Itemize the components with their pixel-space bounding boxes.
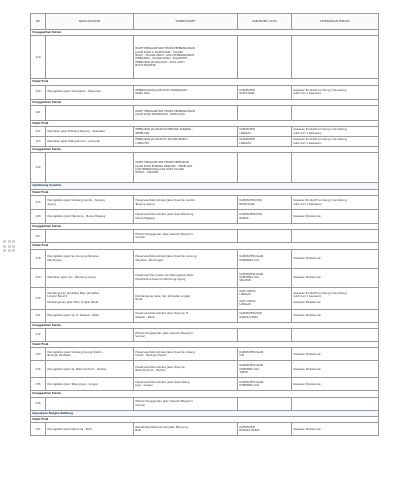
activity-name-cell xyxy=(46,378,134,391)
cell-line: KOTA LUBUK xyxy=(239,289,256,293)
activity-name-cell xyxy=(46,105,134,120)
package-source-cell xyxy=(134,268,238,287)
activity-name-cell xyxy=(46,268,134,287)
activity-name-cell xyxy=(46,287,134,309)
package-source-cell xyxy=(134,249,238,268)
cell-line: DAN PERBAIKAN JALAN RUAS TALANG xyxy=(135,167,185,171)
cell-line: lebih dari 1 Kawasan) xyxy=(293,131,322,135)
row-number: 125 xyxy=(31,196,46,210)
activity-name-cell xyxy=(46,423,134,436)
cell-line: KOMERING ULU xyxy=(239,276,260,280)
cell-line: Dalam - Baringin Dalam xyxy=(135,354,167,358)
table-row xyxy=(31,153,379,183)
cell-line: KOMERING ULU xyxy=(239,367,260,371)
row-number: 137 xyxy=(31,423,46,436)
group-label: Kepulauan Bangka Belitung xyxy=(31,410,379,416)
cell-line: Kawasan Produktif Lumbung (menduking xyxy=(293,199,347,203)
cell-line: Kawasan Perkebunan xyxy=(293,382,322,386)
cell-line: Preservasi Rekonstruksi Jalan Ruas Sp. N. xyxy=(135,312,189,316)
cell-line: Kawasan Perkebunan xyxy=(293,352,322,356)
cell-line: Preservasi Rekonstruksi Jalan Ruas Sp. Kisang xyxy=(135,350,195,354)
cell-line: LUNSUYEH xyxy=(135,141,150,145)
thematic-note-cell xyxy=(292,196,379,210)
activity-name-cell xyxy=(46,328,134,341)
activity-name-cell xyxy=(46,196,134,210)
cell-line: ILIR xyxy=(239,354,245,358)
row-number: 136 xyxy=(31,397,46,410)
table-header-row xyxy=(31,14,379,30)
cell-line: Mandingan xyxy=(47,258,62,262)
district-cell xyxy=(238,210,292,224)
table-row xyxy=(31,328,379,341)
table-row xyxy=(31,105,379,120)
thematic-note-cell xyxy=(292,249,379,268)
cell-line: KABUPATEN OGAN xyxy=(239,380,264,384)
row-number: 119 xyxy=(31,36,46,79)
package-source-cell xyxy=(134,378,238,391)
cell-line: KABUPATEN xyxy=(239,88,255,92)
row-number: 129 xyxy=(31,268,46,287)
table-row xyxy=(31,137,379,147)
table-row xyxy=(31,196,379,210)
thematic-note-cell xyxy=(292,137,379,147)
row-number: 126 xyxy=(31,210,46,224)
cell-line: LINGGAU xyxy=(239,293,252,297)
group-label: Paket Fisik xyxy=(31,416,379,422)
cell-line: Baringin Pendawa xyxy=(47,354,71,358)
cell-line: Pembangunan Jalan dan Jembatan Lingkar xyxy=(135,294,191,298)
cell-line: Kawasan Perkebunan xyxy=(293,214,322,218)
group-label: Paket Fisik xyxy=(31,120,379,126)
cell-line: SELATAN xyxy=(239,279,251,283)
cell-line: Sumsel xyxy=(135,334,145,338)
cell-line: Peningkatan Jalan Sp. N. Ketapal - Pikah xyxy=(47,314,100,318)
group-label: Penggantian Teknis xyxy=(31,391,379,397)
cell-line: Preservasi Rekonstruksi Jalan Ruas Sp. xyxy=(135,365,186,369)
cell-line: BARU - TALANG ARAH - JAYA (PEMBANGUNAN xyxy=(135,54,195,57)
group-label: Penggantian Teknis xyxy=(31,224,379,230)
cell-line: Perbaikan Jalan Ulu - Bandung Agung xyxy=(47,276,96,280)
activity-name-cell xyxy=(46,137,134,147)
cell-line: PERBAIKAN JALAN RUAS TALANG BUNUT - xyxy=(135,138,190,142)
activity-name-cell xyxy=(46,361,134,378)
cell-line: BANGKA BARAT xyxy=(239,429,260,433)
cell-line: Peningkatan Jalan Mandung - Muara Megang xyxy=(47,214,106,218)
cell-line: RAWA SARI xyxy=(135,92,150,96)
district-cell xyxy=(238,137,292,147)
table-row xyxy=(31,85,379,99)
district-cell xyxy=(238,249,292,268)
row-number: 127 xyxy=(31,230,46,243)
cell-line: Lingkar Barat 2 xyxy=(47,294,68,298)
thematic-note-cell xyxy=(292,153,379,183)
table-row xyxy=(31,423,379,436)
cell-line: Kawasan Produktif Lumbung (menduking xyxy=(293,88,347,92)
cell-line: Peningkatan Jalan Mancung - Belit xyxy=(47,427,92,431)
row-number: 122 xyxy=(31,127,46,137)
cell-line: Kawasan Perkebunan xyxy=(293,257,322,261)
cell-line: RAWAS xyxy=(239,216,249,220)
district-cell xyxy=(238,196,292,210)
cell-line: Kawasan Perkebunan xyxy=(293,301,322,305)
cell-line: KABUPATEN xyxy=(239,138,255,142)
cell-line: BANYUASIN xyxy=(239,92,255,96)
cell-line: Sumsel xyxy=(135,403,145,407)
thematic-note-cell xyxy=(292,361,379,378)
cell-line: KOMERING ILIR xyxy=(239,384,259,388)
district-cell xyxy=(238,328,292,341)
cell-line: PAKET PENGGANTIAN TEKNIS PEMBANGUNAN xyxy=(135,109,195,113)
cell-line: LINGGAU xyxy=(239,303,252,307)
table-row xyxy=(31,249,379,268)
district-cell xyxy=(238,85,292,99)
cell-line: Kawasan Produktif Lumbung (menduking xyxy=(293,291,347,295)
cell-line: PENINGKATAN JALAN RUAS SIMANGKAN - xyxy=(135,88,189,92)
cell-line: JALAN RUAS S. BANYUASIN - TALANG xyxy=(135,50,184,54)
table-row xyxy=(31,268,379,287)
cell-line: KABUPATEN OGAN xyxy=(239,272,264,276)
header-package-source: SUMBER PAKET xyxy=(134,14,238,30)
cell-line: Sumsel xyxy=(135,236,145,240)
district-cell xyxy=(238,348,292,361)
thematic-note-cell xyxy=(292,210,379,224)
row-number: 120 xyxy=(31,85,46,99)
cell-line: Pembangunan Jembatan Baru Jembatan xyxy=(47,291,100,295)
cell-line: BUNUT - LINGSEH xyxy=(135,171,159,175)
table-row xyxy=(31,230,379,243)
row-number: 134 xyxy=(31,361,46,378)
header-activity-name: NAMA KEGIATAN xyxy=(46,14,134,30)
cell-line: Barat xyxy=(135,298,143,302)
cell-line: PERBAIKAN JALAN RUAS EMBANG PANJANG - xyxy=(135,128,193,132)
cell-line: PDS-02 Penggantian Jalan Daerah Wilayah II xyxy=(135,331,193,335)
cell-line: Peningkatan Jalan Simpang Kisang Dalam - xyxy=(47,350,104,354)
district-cell xyxy=(238,423,292,436)
cell-line: lebih dari 1 Kawasan) xyxy=(293,294,322,298)
district-cell xyxy=(238,230,292,243)
cell-line: Preservasi Rekonstruksi Jalan Ruas Sp. Gumbi - xyxy=(135,199,197,203)
table-row xyxy=(31,36,379,79)
thematic-note-cell xyxy=(292,378,379,391)
group-label: Penggantian Teknis xyxy=(31,30,379,36)
district-cell xyxy=(238,36,292,79)
cell-line: PAKET PENGGANTIAN TEKNIS PERBAIKAN xyxy=(135,161,189,165)
grid-handle-icon[interactable] xyxy=(3,240,15,252)
cell-line: KABUPATEN OGAN xyxy=(239,364,264,368)
package-source-cell xyxy=(134,328,238,341)
cell-line: Dipertamina Ruas Ulu Bandung Agung xyxy=(135,277,186,281)
thematic-note-cell xyxy=(292,85,379,99)
cell-line: Perbaikan Jalan Talang Bunut - Lunsuyeh xyxy=(47,140,101,144)
table-row xyxy=(31,210,379,224)
cell-line: Preservasi Rekonstruksi Jalan Ruas Talang xyxy=(135,380,190,384)
cell-line: JEMBATAN) - TALANG BARU - MAJAPAHIT - xyxy=(135,57,189,61)
activity-name-cell xyxy=(46,210,134,224)
cell-line: KABUPATEN MUSI xyxy=(239,213,263,217)
row-number: 124 xyxy=(31,153,46,183)
table-row xyxy=(31,127,379,137)
thematic-note-cell xyxy=(292,36,379,79)
cell-line: Kawasan Perkebunan xyxy=(293,314,322,318)
table-row xyxy=(31,378,379,391)
cell-line: JALAN RUAS EMBANG PANJANG - SEMELAKO xyxy=(135,164,193,168)
cell-line: PERBAIKAN JALAN JALUR - SUKA ASIH / xyxy=(135,60,186,64)
row-number: 130 xyxy=(31,287,46,309)
thematic-note-cell xyxy=(292,423,379,436)
package-source-cell xyxy=(134,423,238,436)
group-label: Penggantian Teknis xyxy=(31,99,379,105)
district-cell xyxy=(238,127,292,137)
package-source-cell xyxy=(134,210,238,224)
cell-line: Peningkatan Jalan Simangkan - Rawa Sari xyxy=(47,90,102,94)
cell-line: KABUPATEN xyxy=(239,128,255,132)
thematic-note-cell xyxy=(292,230,379,243)
district-cell xyxy=(238,268,292,287)
cell-line: Meraksa - Mandingan xyxy=(135,258,164,262)
thematic-note-cell xyxy=(292,268,379,287)
row-number: 128 xyxy=(31,249,46,268)
header-district: KABUPATEN / KOTA xyxy=(238,14,292,30)
package-source-cell xyxy=(134,361,238,378)
row-number: 131 xyxy=(31,309,46,322)
cell-line: Pembangunan Jalan Baru Lingkar Barat xyxy=(47,301,99,305)
cell-line: Preservasi Rekonstruksi Jalan Ruas Sp. Gunung xyxy=(135,255,197,259)
thematic-note-cell xyxy=(292,127,379,137)
district-cell xyxy=(238,309,292,322)
thematic-note-cell xyxy=(292,328,379,341)
cell-line: PDS-02 Penggantian Jalan Daerah Wilayah II xyxy=(135,400,193,404)
table-row xyxy=(31,287,379,309)
cell-line: KABUPATEN OGAN xyxy=(239,350,264,354)
cell-line: Peningkatan Jalan Talang Jaya - Cengal xyxy=(47,382,98,386)
package-source-cell xyxy=(134,348,238,361)
cell-line: Perbaikan Jalan Embang Panjang - Semelako xyxy=(47,130,106,134)
group-label: Penggantian Teknis xyxy=(31,147,379,153)
cell-line: lebih dari 1 Kawasan) xyxy=(293,202,322,206)
cell-line: Peningkatan Jalan Simpang Gumbi - Tanjung xyxy=(47,199,105,203)
cell-line: Kawasan Perkebunan xyxy=(293,276,322,280)
group-label: Penggantian Teknis xyxy=(31,322,379,328)
cell-line: Tanjung Agung xyxy=(135,202,155,206)
group-label: Optimizing Solution xyxy=(31,183,379,189)
cell-line: Belit xyxy=(135,429,142,433)
cell-line: KOMERING ULU xyxy=(239,258,260,262)
cell-line: Kawasan Produktif Lumbung (menduking xyxy=(293,128,347,132)
cell-line: LINGGAU xyxy=(239,141,252,145)
group-label: Paket Fisik xyxy=(31,243,379,249)
cell-line: SEMELAKO xyxy=(135,131,150,135)
table-row xyxy=(31,361,379,378)
activity-name-cell xyxy=(46,230,134,243)
cell-line: KABUPATEN MUSI xyxy=(239,199,263,203)
package-source-cell xyxy=(134,127,238,137)
cell-line: Agung xyxy=(47,202,56,206)
row-number: 123 xyxy=(31,137,46,147)
package-source-cell xyxy=(134,105,238,120)
package-source-cell xyxy=(134,230,238,243)
activity-name-cell xyxy=(46,249,134,268)
cell-line: Ketapal - Pikah xyxy=(135,315,155,319)
cell-line: JALAN RUAS SIMANGKAN - RAWA SARI xyxy=(135,112,185,116)
cell-line: TIMUR xyxy=(239,370,248,374)
cell-line: KABUPATEN OGAN xyxy=(239,255,264,259)
thematic-note-cell xyxy=(292,348,379,361)
thematic-note-cell xyxy=(292,287,379,309)
package-source-cell xyxy=(134,137,238,147)
header-thematic-note: KETERANGAN TEMATIK xyxy=(292,14,379,30)
district-cell xyxy=(238,287,292,309)
group-label: Paket Fisik xyxy=(31,341,379,347)
district-cell xyxy=(238,361,292,378)
thematic-note-cell xyxy=(292,397,379,410)
cell-line: PAKET PENGGANTIAN TEKNIS PEMBANGUNAN xyxy=(135,47,195,51)
package-source-cell xyxy=(134,85,238,99)
cell-line: lebih dari 1 Kawasan) xyxy=(293,92,322,96)
cell-line: Peningkatan Jalan Sp. Gunung Meraksa xyxy=(47,255,99,259)
table-body xyxy=(31,30,379,436)
package-source-cell xyxy=(134,153,238,183)
row-number: 121 xyxy=(31,105,46,120)
cell-line: RAWAS UTARA xyxy=(239,315,258,319)
table-row xyxy=(31,348,379,361)
district-cell xyxy=(238,153,292,183)
package-source-cell xyxy=(134,196,238,210)
cell-line: Kawasan Perkebunan xyxy=(293,367,322,371)
activity-name-cell xyxy=(46,36,134,79)
district-cell xyxy=(238,378,292,391)
cell-line: Jaya - Cengal xyxy=(135,384,153,388)
activity-name-cell xyxy=(46,309,134,322)
row-number: 132 xyxy=(31,328,46,341)
cell-line: Preservasi Rekonstruksi Jalan Ruas Mandung - xyxy=(135,213,195,217)
thematic-note-cell xyxy=(292,105,379,120)
activity-name-cell xyxy=(46,348,134,361)
cell-line: KABUPATEN MUSI xyxy=(239,312,263,316)
cell-line: KOTA LUBUK xyxy=(239,299,256,303)
cell-line: Peningkatan Jalan Sp. Belumentra R. - Banten xyxy=(47,367,107,371)
cell-line: Kawasan Produktif Lumbung (menduking xyxy=(293,138,347,142)
activity-name-cell xyxy=(46,397,134,410)
cell-line: lebih dari 1 Kawasan) xyxy=(293,141,322,145)
activity-name-cell xyxy=(46,85,134,99)
table-row xyxy=(31,309,379,322)
row-number: 133 xyxy=(31,348,46,361)
cell-line: Muara Megang xyxy=(135,216,155,220)
cell-line: Belumentra R. - Banten xyxy=(135,369,166,373)
group-label: Paket Fisik xyxy=(31,189,379,195)
header-no: NO xyxy=(31,14,46,30)
package-source-cell xyxy=(134,36,238,79)
cell-line: BUKIT MAKMUR xyxy=(135,63,156,67)
row-number: 135 xyxy=(31,378,46,391)
thematic-note-cell xyxy=(292,309,379,322)
cell-line: KABUPATEN xyxy=(239,425,255,429)
package-source-cell xyxy=(134,287,238,309)
cell-line: LINGGAU xyxy=(239,131,252,135)
district-cell xyxy=(238,105,292,120)
activity-name-cell xyxy=(46,153,134,183)
group-label: Paket Fisik xyxy=(31,79,379,85)
cell-line: Preservasi Minor Jalan dan Penanganan Batu xyxy=(135,274,194,278)
activity-name-cell xyxy=(46,127,134,137)
cell-line: Kawasan Perkebunan xyxy=(293,427,322,431)
district-cell xyxy=(238,397,292,410)
cell-line: BANYUASIN xyxy=(239,202,255,206)
table-row xyxy=(31,397,379,410)
cell-line: Rehabilitasi Rekonstruksi Jalan Mancung - xyxy=(135,425,190,429)
package-source-cell xyxy=(134,309,238,322)
cell-line: PDS-02 Penggantian Jalan Daerah Wilayah II xyxy=(135,233,193,237)
package-source-cell xyxy=(134,397,238,410)
project-table xyxy=(30,13,379,436)
